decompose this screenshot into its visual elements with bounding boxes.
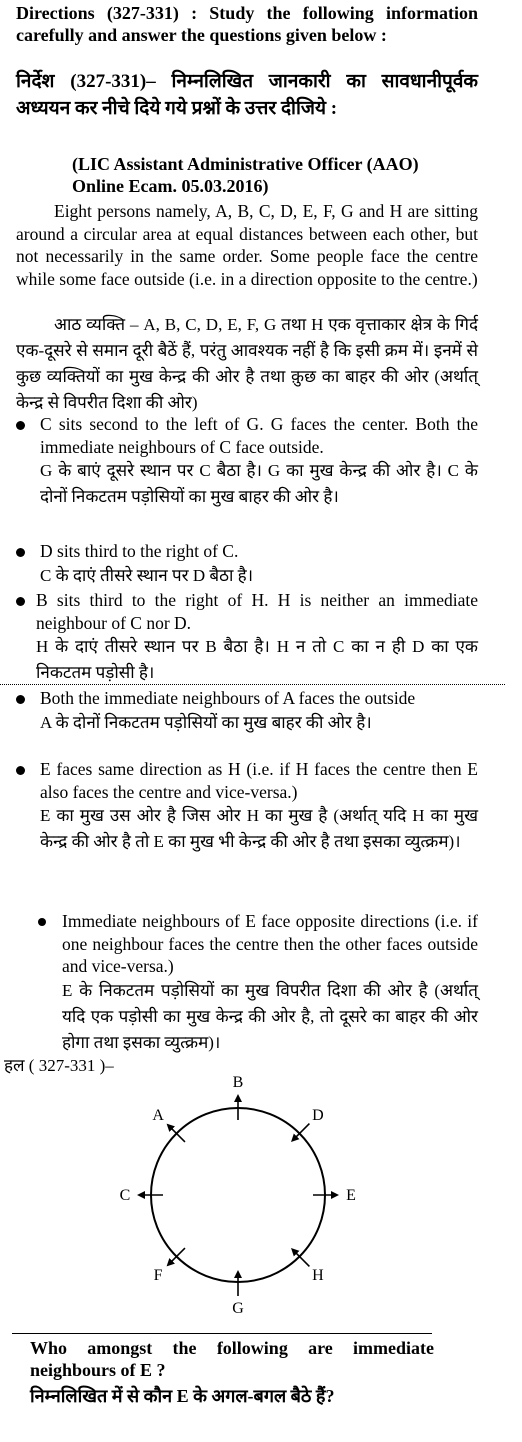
bullet-icon (16, 695, 25, 704)
question-hindi: निम्नलिखित में से कौन E के अगल-बगल बैठे हैं? (30, 1386, 335, 1406)
clue-3 (16, 589, 478, 686)
clue-5-english: E faces same direction as H (i.e. if H faces the centre then E also faces the centre and vice-versa.) (40, 759, 478, 802)
clue-3-english: B sits third to the right of H. H is neither an immediate neighbour of C nor D. (36, 590, 478, 633)
seat-label-b: B (232, 1075, 244, 1091)
clue-1 (16, 413, 478, 510)
seat-label-c: C (119, 1187, 131, 1204)
clue-6-hindi: E के निकटतम पड़ोसियों का मुख विपरीत दिशा की ओर है (अर्थात् यदि एक पड़ोसी का मुख केन्द्र की ओर है, तो दूसरे का बाहर की ओर होगा तथा इसका व्युत्क्रम)। (62, 980, 478, 1052)
clue-2 (16, 540, 478, 589)
clue-6 (16, 910, 478, 1056)
clue-3-hindi: H के दाएं तीसरे स्थान पर B बैठा है। H न तो C का न ही D का एक निकटतम पड़ोसी है। (36, 637, 478, 682)
clue-2-hindi: C के दाएं तीसरे स्थान पर D बैठा है। (40, 565, 254, 585)
seat-label-f: F (153, 1266, 163, 1284)
seat-label-g: G (232, 1300, 244, 1317)
question-divider (12, 1333, 432, 1334)
clue-1-english: C sits second to the left of G. G faces the center. Both the immediate neighbours of C face outside. (40, 414, 478, 457)
question-english: Who amongst the following are immediate neighbours of E ? (30, 1338, 434, 1380)
clue-2-english: D sits third to the right of C. (40, 541, 239, 561)
seat-label-h: H (312, 1266, 324, 1284)
exam-source-line-2: Online Ecam. 05.03.2016) (72, 176, 269, 196)
seat-arrow-d (292, 1124, 309, 1141)
clue-1-hindi: G के बाएं दूसरे स्थान पर C बैठा है। G का मुख केन्द्र की ओर है। C के दोनों निकटतम पड़ोसियों का मुख बाहर की ओर है। (40, 461, 478, 506)
seat-label-e: E (346, 1187, 356, 1204)
bullet-icon (16, 766, 25, 775)
bullet-icon (16, 597, 25, 606)
bullet-icon (16, 548, 25, 557)
solution-label: हल ( 327-331 )– (4, 1056, 114, 1075)
seating-diagram (118, 1075, 378, 1325)
intro-english: Eight persons namely, A, B, C, D, E, F, G and H are sitting around a circular area at equal distances between each other, but not necessarily in the same order. Some people face the centre while some face outside (i.e. in a direction opposite to the centre.) (16, 201, 478, 289)
clue-6-english: Immediate neighbours of E face opposite directions (i.e. if one neighbour faces the centre then the other faces outside and vice-versa.) (62, 911, 478, 976)
bullet-icon (38, 918, 46, 926)
seat-arrow-h (292, 1249, 309, 1266)
section-divider (0, 684, 505, 685)
bullet-icon (16, 421, 25, 430)
intro-hindi: आठ व्यक्ति – A, B, C, D, E, F, G तथा H एक वृत्ताकार क्षेत्र के गिर्द एक-दूसरे से समान दूरी बैठें हैं, परंतु आवश्यक नहीं है कि इसी क्रम में। इनमें से कुछ व्यक्तियों का मुख केन्द्र की ओर है तथा क़ुछ का बाहर की ओर (अर्थात् केन्द्र से विपरीत दिशा की ओर) (16, 315, 478, 412)
exam-source (72, 153, 480, 197)
clue-4-hindi: A के दोनों निकटतम पड़ोसियों का मुख बाहर की ओर है। (40, 712, 372, 732)
directions-english: Directions (327-331) : Study the following information carefully and answer the questions given below : (16, 3, 478, 45)
seat-label-a: A (152, 1107, 164, 1125)
clue-5-hindi: E का मुख उस ओर है जिस ओर H का मुख है (अर्थात् यदि H का मुख केन्द्र की ओर है तो E का मुख भी केन्द्र की ओर है तथा इसका व्युत्क्रम)। (40, 806, 478, 851)
clue-5 (16, 758, 478, 855)
clue-4 (16, 687, 478, 736)
clue-4-english: Both the immediate neighbours of A faces the outside (40, 688, 416, 708)
exam-source-line-1: (LIC Assistant Administrative Officer (AAO) (72, 154, 419, 174)
directions-hindi: निर्देश (327-331)– निम्नलिखित जानकारी का सावधानीपूर्वक अध्ययन कर नीचे दिये गये प्रश्नों के उत्तर दीजिये : (16, 71, 478, 119)
seat-label-d: D (312, 1107, 324, 1125)
